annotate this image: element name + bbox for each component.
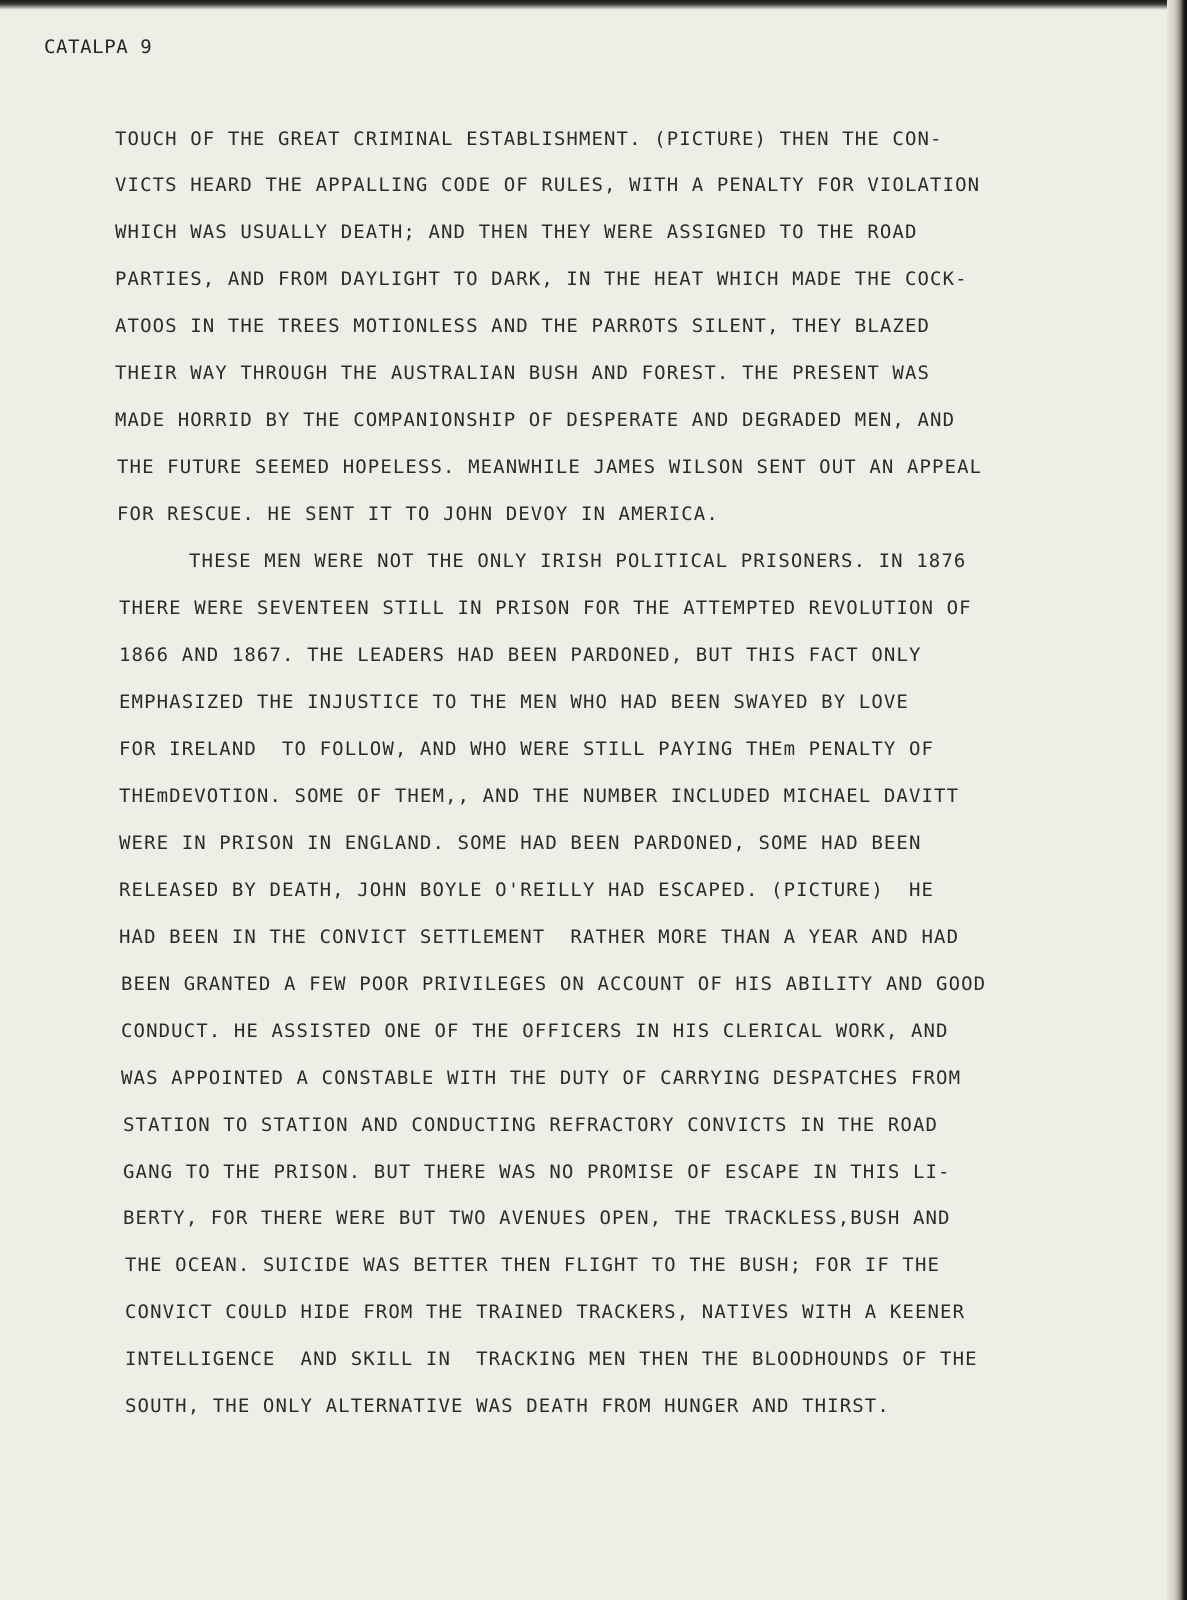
text-line: CONVICT COULD HIDE FROM THE TRAINED TRACKERS, NATIVES WITH A KEENER [125, 1301, 966, 1323]
text-line: FOR IRELAND TO FOLLOW, AND WHO WERE STILL PAYING THEm PENALTY OF [119, 738, 935, 760]
text-line: THERE WERE SEVENTEEN STILL IN PRISON FOR THE ATTEMPTED REVOLUTION OF [119, 597, 972, 619]
text-line: EMPHASIZED THE INJUSTICE TO THE MEN WHO HAD BEEN SWAYED BY LOVE [119, 691, 909, 713]
text-line: STATION TO STATION AND CONDUCTING REFRACTORY CONVICTS IN THE ROAD [123, 1114, 939, 1136]
text-line: ATOOS IN THE TREES MOTIONLESS AND THE PARROTS SILENT, THEY BLAZED [115, 315, 931, 337]
text-line: TOUCH OF THE GREAT CRIMINAL ESTABLISHMENT. (PICTURE) THEN THE CON- [115, 128, 943, 150]
text-line: 1866 AND 1867. THE LEADERS HAD BEEN PARDONED, BUT THIS FACT ONLY [119, 644, 922, 666]
text-line: THE FUTURE SEEMED HOPELESS. MEANWHILE JAMES WILSON SENT OUT AN APPEAL [117, 456, 983, 478]
text-line: RELEASED BY DEATH, JOHN BOYLE O'REILLY HAD ESCAPED. (PICTURE) HE [119, 879, 935, 901]
text-line: WERE IN PRISON IN ENGLAND. SOME HAD BEEN PARDONED, SOME HAD BEEN [119, 832, 922, 854]
text-line: PARTIES, AND FROM DAYLIGHT TO DARK, IN THE HEAT WHICH MADE THE COCK- [115, 268, 968, 290]
text-line: WHICH WAS USUALLY DEATH; AND THEN THEY WERE ASSIGNED TO THE ROAD [115, 221, 918, 243]
text-line: HAD BEEN IN THE CONVICT SETTLEMENT RATHER MORE THAN A YEAR AND HAD [119, 926, 960, 948]
text-line: THEIR WAY THROUGH THE AUSTRALIAN BUSH AND FOREST. THE PRESENT WAS [115, 362, 931, 384]
page-right-edge [1167, 0, 1187, 1600]
text-line: BEEN GRANTED A FEW POOR PRIVILEGES ON ACCOUNT OF HIS ABILITY AND GOOD [121, 973, 987, 995]
text-line: VICTS HEARD THE APPALLING CODE OF RULES, WITH A PENALTY FOR VIOLATION [115, 174, 981, 196]
text-line: FOR RESCUE. HE SENT IT TO JOHN DEVOY IN AMERICA. [117, 503, 719, 525]
text-line: BERTY, FOR THERE WERE BUT TWO AVENUES OPEN, THE TRACKLESS,BUSH AND [123, 1207, 951, 1229]
text-line: SOUTH, THE ONLY ALTERNATIVE WAS DEATH FROM HUNGER AND THIRST. [125, 1395, 890, 1417]
text-line: INTELLIGENCE AND SKILL IN TRACKING MEN THEN THE BLOODHOUNDS OF THE [125, 1348, 978, 1370]
text-line: THEmDEVOTION. SOME OF THEM,, AND THE NUMBER INCLUDED MICHAEL DAVITT [119, 785, 960, 807]
text-line: THE OCEAN. SUICIDE WAS BETTER THEN FLIGHT TO THE BUSH; FOR IF THE [125, 1254, 941, 1276]
text-line: CONDUCT. HE ASSISTED ONE OF THE OFFICERS IN HIS CLERICAL WORK, AND [121, 1020, 949, 1042]
text-line: WAS APPOINTED A CONSTABLE WITH THE DUTY OF CARRYING DESPATCHES FROM [121, 1067, 962, 1089]
page-header: CATALPA 9 [44, 36, 153, 58]
text-line: GANG TO THE PRISON. BUT THERE WAS NO PROMISE OF ESCAPE IN THIS LI- [123, 1161, 951, 1183]
text-line: THESE MEN WERE NOT THE ONLY IRISH POLITICAL PRISONERS. IN 1876 [189, 550, 967, 572]
page-top-edge [0, 0, 1187, 10]
text-line: MADE HORRID BY THE COMPANIONSHIP OF DESPERATE AND DEGRADED MEN, AND [115, 409, 956, 431]
